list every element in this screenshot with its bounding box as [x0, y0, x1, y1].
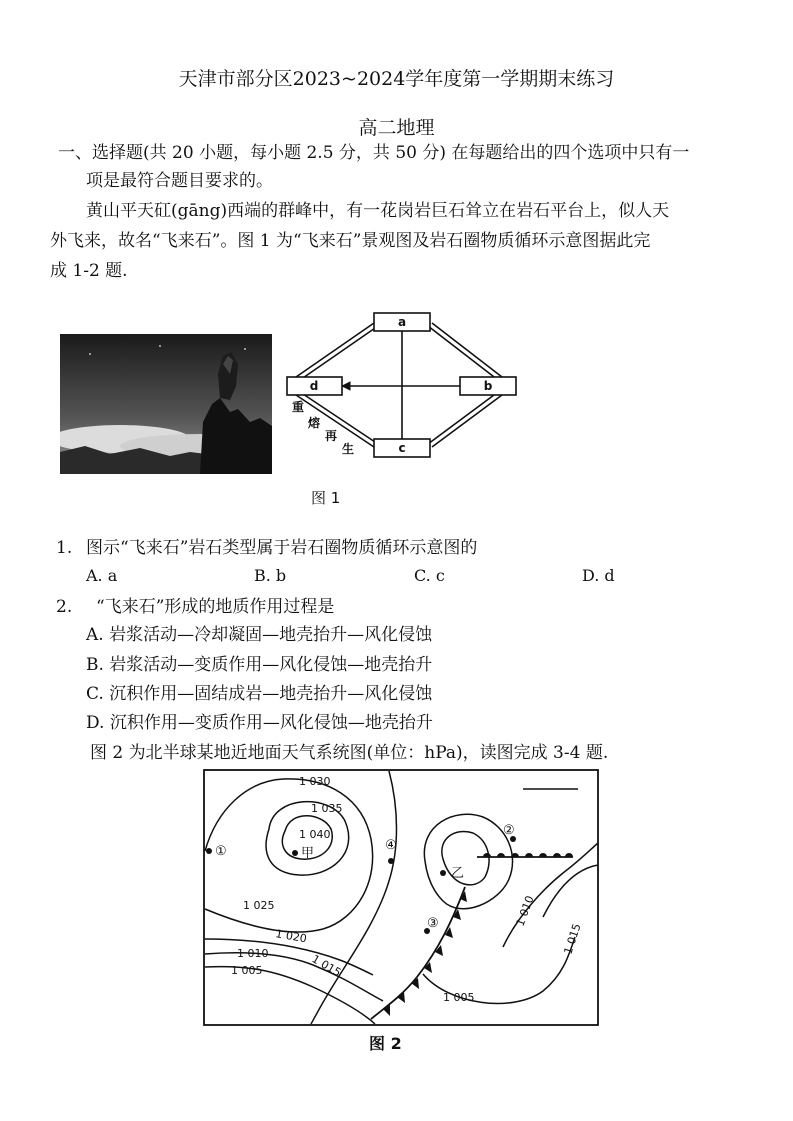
feilaishi-photo: [60, 334, 272, 474]
page-title: 天津市部分区2023~2024学年度第一学期期末练习: [178, 68, 615, 90]
node-b-label: b: [483, 379, 493, 393]
low-center-label: 乙: [451, 866, 465, 881]
point-4-label: ④: [385, 838, 397, 853]
isobar-label-1030: 1 030: [299, 775, 331, 788]
isobar-label-1040: 1 040: [299, 828, 331, 841]
remelt-char-1: 重: [292, 400, 305, 414]
intro-line2: 外飞来，故名“飞来石”。图 1 为“飞来石”景观图及岩石圈物质循环示意图据此完: [50, 231, 651, 251]
remelt-char-3: 再: [325, 429, 338, 443]
question-1-number: 1.: [56, 538, 73, 558]
weather-map: [203, 769, 599, 1026]
point-3-label: ③: [427, 916, 439, 931]
question-2-option-b: B. 岩浆活动—变质作用—风化侵蚀—地壳抬升: [86, 655, 433, 675]
remelt-char-2: 熔: [308, 416, 321, 430]
isobar-label-1015-b: 1 015: [561, 921, 584, 956]
isobar-label-1010-b: 1 010: [513, 893, 537, 929]
section-heading-line2: 项是最符合题目要求的。: [86, 171, 273, 191]
rock-cycle-diagram: [282, 305, 527, 470]
isobar-label-1010: 1 010: [237, 947, 269, 960]
section-heading-line1: 一、选择题(共 20 小题，每小题 2.5 分，共 50 分) 在每题给出的四个选项中只有一: [58, 143, 690, 163]
intro2-text: 图 2 为北半球某地近地面天气系统图(单位：hPa)，读图完成 3-4 题.: [90, 743, 609, 763]
high-center-label: 甲: [301, 846, 315, 861]
intro-line1: 黄山平天矼(gāng)西端的群峰中，有一花岗岩巨石耸立在岩石平台上，似人天: [86, 201, 670, 221]
node-a-label: a: [397, 315, 407, 329]
isobar-label-1025: 1 025: [243, 899, 275, 912]
subject-title: 高二地理: [358, 117, 435, 139]
question-2-option-d: D. 沉积作用—变质作用—风化侵蚀—地壳抬升: [86, 713, 433, 733]
question-2-option-a: A. 岩浆活动—冷却凝固—地壳抬升—风化侵蚀: [86, 625, 433, 645]
node-c-label: c: [398, 441, 406, 455]
isobar-label-1005: 1 005: [231, 964, 263, 977]
question-1-option-c: C. c: [414, 566, 445, 585]
isobar-label-1005-b: 1 005: [443, 991, 475, 1004]
figure1-caption: 图 1: [311, 489, 341, 507]
remelt-char-4: 生: [342, 442, 355, 456]
question-1-option-d: D. d: [582, 566, 615, 585]
question-2-option-c: C. 沉积作用—固结成岩—地壳抬升—风化侵蚀: [86, 684, 433, 704]
isobar-label-1015: 1 015: [309, 952, 344, 980]
point-1-label: ①: [215, 844, 227, 859]
isobar-label-1035: 1 035: [311, 802, 343, 815]
point-2-label: ②: [503, 823, 515, 838]
question-1-option-a: A. a: [86, 566, 118, 585]
figure2-caption: 图 2: [369, 1034, 402, 1053]
question-2-number: 2.: [56, 597, 73, 617]
intro-line3: 成 1-2 题.: [50, 261, 128, 281]
question-2-stem: “飞来石”形成的地质作用过程是: [96, 597, 335, 617]
question-1-option-b: B. b: [254, 566, 287, 585]
node-d-label: d: [309, 379, 319, 393]
isobar-label-1020: 1 020: [274, 927, 308, 946]
question-1-stem: 图示“飞来石”岩石类型属于岩石圈物质循环示意图的: [86, 538, 478, 558]
